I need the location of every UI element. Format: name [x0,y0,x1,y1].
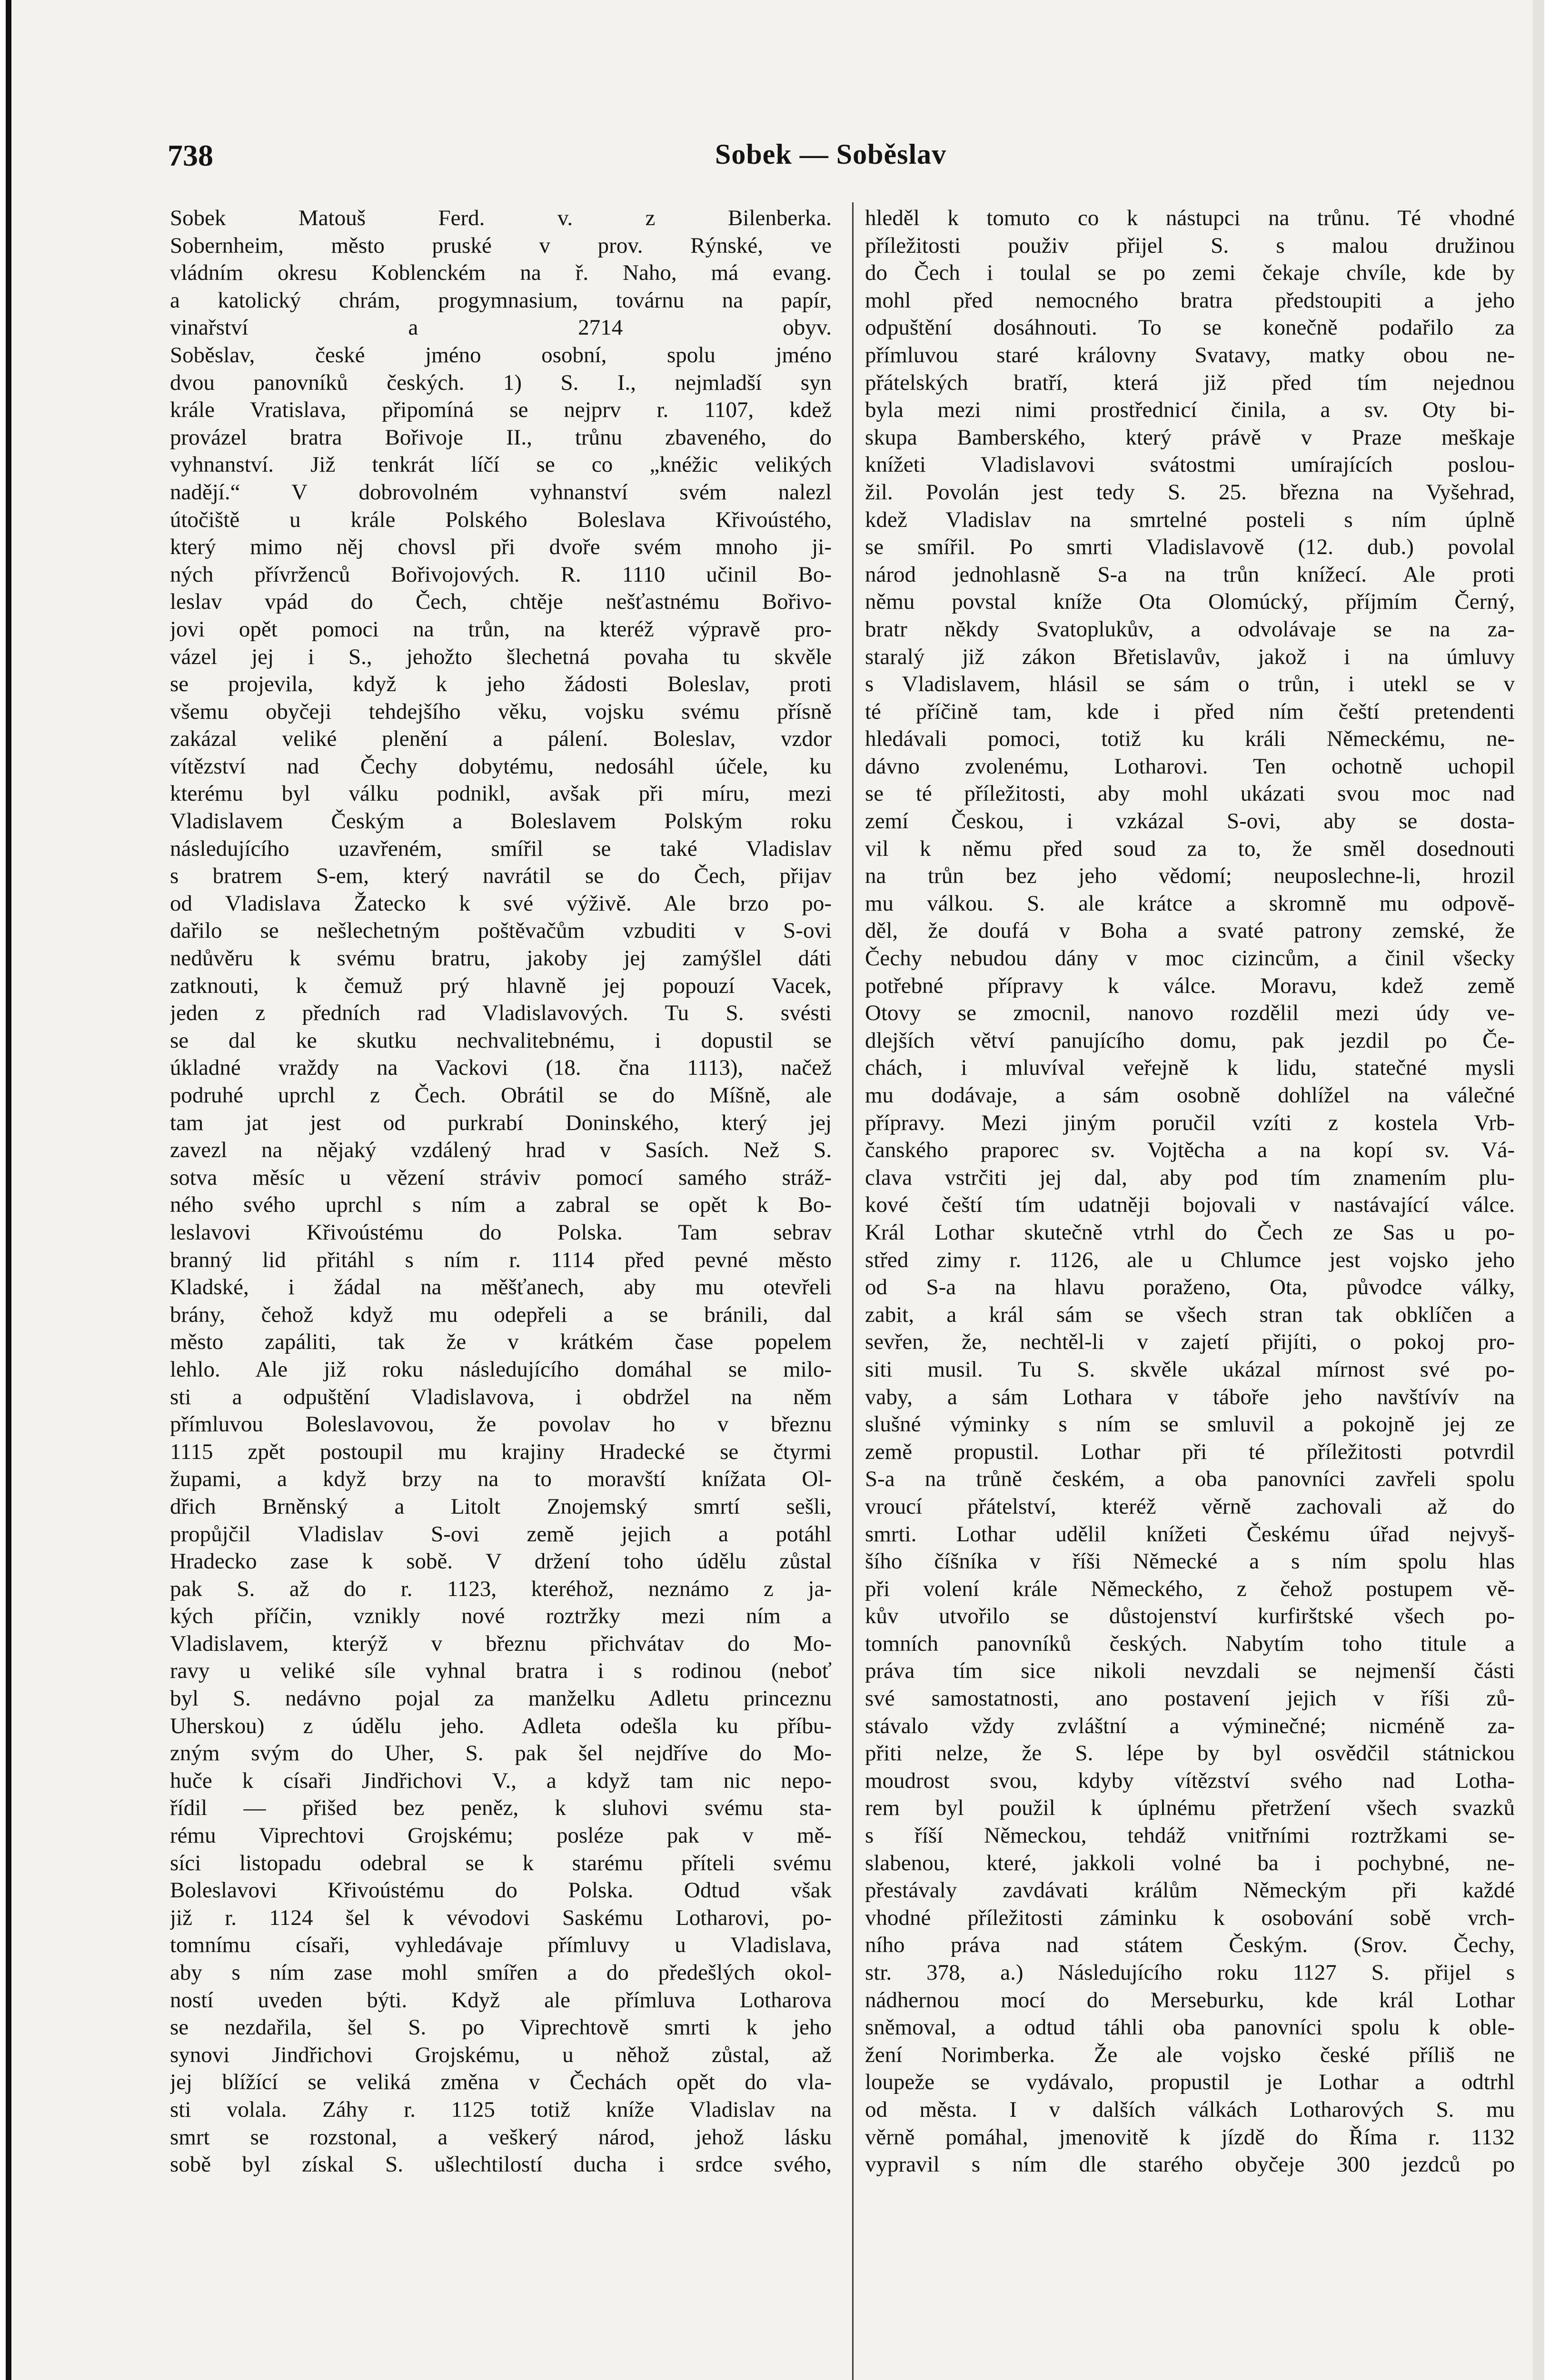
page-number: 738 [168,139,213,172]
text-line: nadějí.“ V dobrovolném vyhnanství svém nalezl [170,479,832,505]
text-line: přestávaly zavdávati králům Německým při každé [865,1878,1515,1903]
text-line: branný lid přitáhl s ním r. 1114 před pevné město [170,1247,832,1272]
text-line: vaby, a sám Lothara v táboře jeho navštívív na [865,1384,1515,1409]
text-line: vyhnanství. Již tenkrát líčí se co „knéžic velikých [170,452,832,477]
text-line: ných přívrženců Bořivojových. R. 1110 učinil Bo- [170,562,832,587]
text-line: tomních panovníků českých. Nabytím toho titule a [865,1631,1515,1656]
text-line: zakázal veliké plenění a pálení. Boleslav, vzdor [170,726,832,752]
text-line: se nezdařila, šel S. po Viprechtově smrti k jeho [170,2015,832,2040]
text-line: se projevila, když k jeho žádosti Boleslav, proti [170,672,832,697]
text-line: nedůvěru k svému bratru, jakoby jej zamýšlel dáti [170,946,832,971]
text-line: potřebné přípravy k válce. Moravu, kdež země [865,973,1515,998]
text-line: hleděl k tomuto co k nástupci na trůnu. Té vhodné [865,206,1515,230]
text-line: přátelských bratří, která již před tím nejednou [865,370,1515,395]
text-line: slušné výminky s ním se smluvil a pokojně jej ze [865,1412,1515,1437]
text-line: sotva měsíc u vězení stráviv pomocí samého stráž- [170,1165,832,1190]
text-line: zatknouti, k čemuž prý hlavně jej popouzí Vacek, [170,973,832,998]
text-line: rému Viprechtovi Grojskému; posléze pak v mě- [170,1823,832,1848]
text-line: jej blížící se veliká změna v Čechách opět do vla- [170,2070,832,2095]
text-line: dlejších větví panujícího domu, pak jezdil po Če- [865,1028,1515,1053]
text-line: byl S. nedávno pojal za manželku Adletu princeznu [170,1686,832,1711]
text-line: propůjčil Vladislav S-ovi země jejich a potáhl [170,1521,832,1547]
text-line: zabit, a král sám se všech stran tak obklíčen a [865,1302,1515,1327]
text-line: leslav vpád do Čech, chtěje nešťastnému Bořivo- [170,589,832,615]
text-line: bratr někdy Svatoplukův, a odvolávaje se na za- [865,616,1515,642]
text-line: Uherskou) z údělu jeho. Adleta odešla ku příbu- [170,1713,832,1738]
scanned-page [6,0,1544,2380]
text-line: do Čech i toulal se po zemi čekaje chvíle, kde by [865,260,1515,286]
text-line: sevřen, že, nechtěl-li v zajetí přijíti, o pokoj pro- [865,1329,1515,1355]
text-line: Soběslav, české jméno osobní, spolu jméno [170,342,832,367]
text-line: dvou panovníků českých. 1) S. I., nejmladší syn [170,370,832,395]
text-line: vinařství a 2714 obyv. [170,315,832,340]
text-line: knížeti Vladislavovi svátostmi umírajících poslou- [865,452,1515,477]
text-line: slabenou, které, jakkoli volné ba i pochybné, ne- [865,1850,1515,1875]
text-line: střed zimy r. 1126, ale u Chlumce jest vojsko jeho [865,1247,1515,1272]
text-line: 1115 zpět postoupil mu krajiny Hradecké se čtyrmi [170,1439,832,1464]
text-line: město zapáliti, tak že v krátkém čase popelem [170,1329,832,1355]
text-line: vládním okresu Koblenckém na ř. Naho, má evang. [170,260,832,286]
text-line: Vladislavem Českým a Boleslavem Polským roku [170,809,832,834]
text-line: přímluvou staré královny Svatavy, matky obou ne- [865,342,1515,367]
text-line: aby s ním zase mohl smířen a do předešlých okol- [170,1960,832,1985]
scan-edge-right [1533,0,1544,2380]
text-line: staralý již zákon Břetislavův, jakož i na úmluvy [865,644,1515,669]
text-line: a katolický chrám, progymnasium, továrnu na papír, [170,288,832,313]
text-line: ravy u veliké síle vyhnal bratra i s rodinou (neboť [170,1658,832,1684]
text-line: kdež Vladislav na smrtelné posteli s ním úplně [865,507,1515,532]
text-line: podruhé uprchl z Čech. Obrátil se do Míšně, ale [170,1083,832,1108]
text-line: s říší Německou, tehdáž vnitřními roztržkami se- [865,1823,1515,1848]
text-line: šího číšníka v říši Německé a s ním spolu hlas [865,1549,1515,1574]
text-line: od S-a na hlavu poraženo, Ota, původce války, [865,1275,1515,1300]
text-line: provázel bratra Bořivoje II., trůnu zbaveného, do [170,425,832,450]
text-line: na trůn bez jeho vědomí; neuposlechne-li, hrozil [865,863,1515,889]
text-line: práva tím sice nikoli nevzdali se nejmenší části [865,1658,1515,1684]
text-line: ného svého uprchl s ním a zabral se opět k Bo- [170,1192,832,1218]
text-line: synovi Jindřichovi Grojskému, u něhož zůstal, až [170,2042,832,2067]
text-line: skupa Bamberského, který právě v Praze meškaje [865,425,1515,450]
text-line: pak S. až do r. 1123, kteréhož, neznámo z ja- [170,1576,832,1601]
text-line: S-a na trůně českém, a oba panovníci zavřeli spolu [865,1467,1515,1492]
text-line: již r. 1124 šel k vévodovi Saskému Lotharovi, po- [170,1905,832,1930]
page-header [168,138,1529,181]
text-line: smrti. Lothar udělil knížeti Českému úřad nejvyš- [865,1521,1515,1547]
text-line: kterému byl válku podnikl, avšak při míru, mezi [170,781,832,806]
text-line: od města. I v dalších válkách Lotharových S. mu [865,2097,1515,2122]
text-line: kové čeští tím udatněji bojovali v nastávající válce. [865,1192,1515,1218]
text-line: župami, a když brzy na to moravští knížata Ol- [170,1467,832,1492]
text-line: vil k němu před soud za to, že směl dosednouti [865,836,1515,861]
text-line: síci listopadu odebral se k starému příteli svému [170,1850,832,1875]
text-line: se smířil. Po smrti Vladislavově (12. dub.) povolal [865,535,1515,560]
text-line: sněmoval, a odtud táhli oba panovníci spolu k oble- [865,2015,1515,2040]
text-line: žení Norimberka. Že ale vojsko české příliš ne [865,2042,1515,2067]
text-line: následujícího uzavřeném, smířil se také Vladislav [170,836,832,861]
text-line: Sobek Matouš Ferd. v. z Bilenberka. [170,206,832,230]
text-line: vázel jej i S., jehožto šlechetná povaha tu skvěle [170,644,832,669]
text-line: ností uveden býti. Když ale přímluva Lotharova [170,1987,832,2013]
text-line: tam jat jest od purkrabí Doninského, který jej [170,1110,832,1135]
text-line: nádhernou mocí do Merseburku, kde král Lothar [865,1987,1515,2013]
text-line: děl, že doufá v Boha a svaté patrony zemské, že [865,918,1515,943]
text-line: Sobernheim, město pruské v prov. Rýnské, ve [170,233,832,258]
text-line: Vladislavem, kterýž v březnu přichvátav do Mo- [170,1631,832,1656]
text-line: národ jednohlasně S-a na trůn knížecí. Ale proti [865,562,1515,587]
text-line: při volení krále Německého, z čehož postupem vě- [865,1576,1515,1601]
text-line: žil. Povolán jest tedy S. 25. března na Vyšehrad, [865,479,1515,505]
text-line: kých příčin, vznikly nové roztržky mezi ním a [170,1604,832,1629]
text-line: dařilo se nešlechetným poštěvačům vzbuditi v S-ovi [170,918,832,943]
text-line: str. 378, a.) Následujícího roku 1127 S. přijel s [865,1960,1515,1985]
text-line: huče k císaři Jindřichovi V., a když tam nic nepo- [170,1768,832,1793]
text-line: mohl před nemocného bratra předstoupiti a jeho [865,288,1515,313]
text-line: mu dodávaje, a sám osobně dohlížel na válečné [865,1083,1515,1108]
text-line: odpuštění dosáhnouti. To se konečně podařilo za [865,315,1515,340]
text-line: Hradecko zase k sobě. V držení toho údělu zůstal [170,1549,832,1574]
text-line: zavezl na nějaký vzdálený hrad v Sasích. Než S. [170,1138,832,1163]
text-line: Kladské, i žádal na měšťanech, aby mu otevřeli [170,1275,832,1300]
text-line: s bratrem S-em, který navrátil se do Čech, přijav [170,863,832,889]
text-line: vroucí přátelství, kteréž věrně zachovali až do [865,1494,1515,1519]
text-line: s Vladislavem, hlásil se sám o trůn, i utekl se v [865,672,1515,697]
text-line: přiti nelze, že S. lépe by byl osvědčil státnickou [865,1741,1515,1766]
text-line: přípravy. Mezi jiným poručil vzíti z kostela Vrb- [865,1110,1515,1135]
text-line: příležitosti použiv přijel S. s malou družinou [865,233,1515,258]
text-line: jeden z předních rad Vladislavových. Tu S. svésti [170,1001,832,1026]
text-line: se té příležitosti, aby mohl ukázati svou moc nad [865,781,1515,806]
scan-edge-left [6,0,11,2380]
text-line: ního práva nad státem Českým. (Srov. Čechy, [865,1933,1515,1958]
text-line: vhodné příležitosti záminku k osobování sobě vrch- [865,1905,1515,1930]
text-line: zným svým do Uher, S. pak šel nejdříve do Mo- [170,1741,832,1766]
text-line: tomnímu císaři, vyhledávaje přímluvy u Vladislava, [170,1933,832,1958]
text-line: sobě byl získal S. ušlechtilostí ducha i srdce svého, [170,2152,832,2177]
text-line: leslavovi Křivoústému do Polska. Tam sebrav [170,1220,832,1245]
text-line: Boleslavovi Křivoústému do Polska. Odtud však [170,1878,832,1903]
text-line: loupeže se vydávalo, propustil je Lothar a odtrhl [865,2070,1515,2095]
text-line: úkladné vraždy na Vackovi (18. čna 1113), načež [170,1055,832,1081]
running-head: Sobek — Soběslav [715,139,947,170]
text-line: vítězství nad Čechy dobytému, nedosáhl účele, ku [170,754,832,779]
text-line: všemu obyčeji tehdejšího věku, vojsku svému přísně [170,699,832,724]
text-line: moudrost svou, kdyby vítězství svého nad Lotha- [865,1768,1515,1793]
text-line: clava vstrčiti jej dal, aby pod tím znamením plu- [865,1165,1515,1190]
text-line: zemí Českou, i vzkázal S-ovi, aby se dosta- [865,809,1515,834]
text-line: krále Vratislava, připomíná se nejprv r. 1107, kdež [170,397,832,423]
text-line: od Vladislava Žatecko k své výživě. Ale brzo po- [170,891,832,916]
text-line: té příčině tam, kde i před ním čeští pretendenti [865,699,1515,724]
text-line: brány, čehož když mu odepřeli a se bránili, dal [170,1302,832,1327]
text-line: hledávali pomoci, totiž ku králi Německému, ne- [865,726,1515,752]
text-line: sti volala. Záhy r. 1125 totiž kníže Vladislav na [170,2097,832,2122]
text-line: mu válkou. S. ale krátce a skromně mu odpově- [865,891,1515,916]
text-line: Čechy nebudou dány v moc cizincům, a činil všecky [865,946,1515,971]
column-divider [852,202,854,2380]
text-line: přímluvou Boleslavovou, že povolav ho v březnu [170,1412,832,1437]
text-line: řídil — přišed bez peněz, k sluhovi svému sta- [170,1795,832,1821]
text-line: který mimo něj chovsl při dvoře svém mnoho ji- [170,535,832,560]
text-line: čanského praporec sv. Vojtěcha a na kopí sv. Vá- [865,1138,1515,1163]
text-line: dřich Brněnský a Litolt Znojemský smrtí sešli, [170,1494,832,1519]
right-column [865,205,1515,2179]
text-line: kův utvořilo se důstojenství kurfirštské všech po- [865,1604,1515,1629]
text-line: chách, i mluvíval veřejně k lidu, statečné mysli [865,1055,1515,1081]
text-line: vypravil s ním dle starého obyčeje 300 jezdců po [865,2152,1515,2177]
text-line: smrt se rozstonal, a veškerý národ, jehož lásku [170,2124,832,2150]
text-line: jovi opět pomoci na trůn, na kteréž výpravě pro- [170,616,832,642]
text-line: sti a odpuštění Vladislavova, i obdržel na něm [170,1384,832,1409]
text-line: Král Lothar skutečně vtrhl do Čech ze Sas u po- [865,1220,1515,1245]
text-line: lehlo. Ale již roku následujícího domáhal se milo- [170,1357,832,1382]
text-line: dávno zvolenému, Lotharovi. Ten ochotně uchopil [865,754,1515,779]
text-line: byla mezi nimi prostřednicí činila, a sv. Oty bi- [865,397,1515,423]
text-line: se dal ke skutku nechvalitebnému, i dopustil se [170,1028,832,1053]
text-line: rem byl použil k úplnému přetržení všech svazků [865,1795,1515,1821]
text-line: siti musil. Tu S. skvěle ukázal mírnost své po- [865,1357,1515,1382]
text-line: útočiště u krále Polského Boleslava Křivoústého, [170,507,832,532]
text-line: němu povstal kníže Ota Olomúcký, příjmím Černý, [865,589,1515,615]
text-line: Otovy se zmocnil, nanovo rozdělil mezi údy ve- [865,1001,1515,1026]
text-line: věrně pomáhal, jmenovitě k jízdě do Říma r. 1132 [865,2124,1515,2150]
text-line: stávalo vždy zvláštní a výminečné; nicméně za- [865,1713,1515,1738]
text-line: země propustil. Lothar při té příležitosti potvrdil [865,1439,1515,1464]
text-line: své samostatnosti, ano postavení jejich v říši zů- [865,1686,1515,1711]
left-column [170,205,832,2179]
